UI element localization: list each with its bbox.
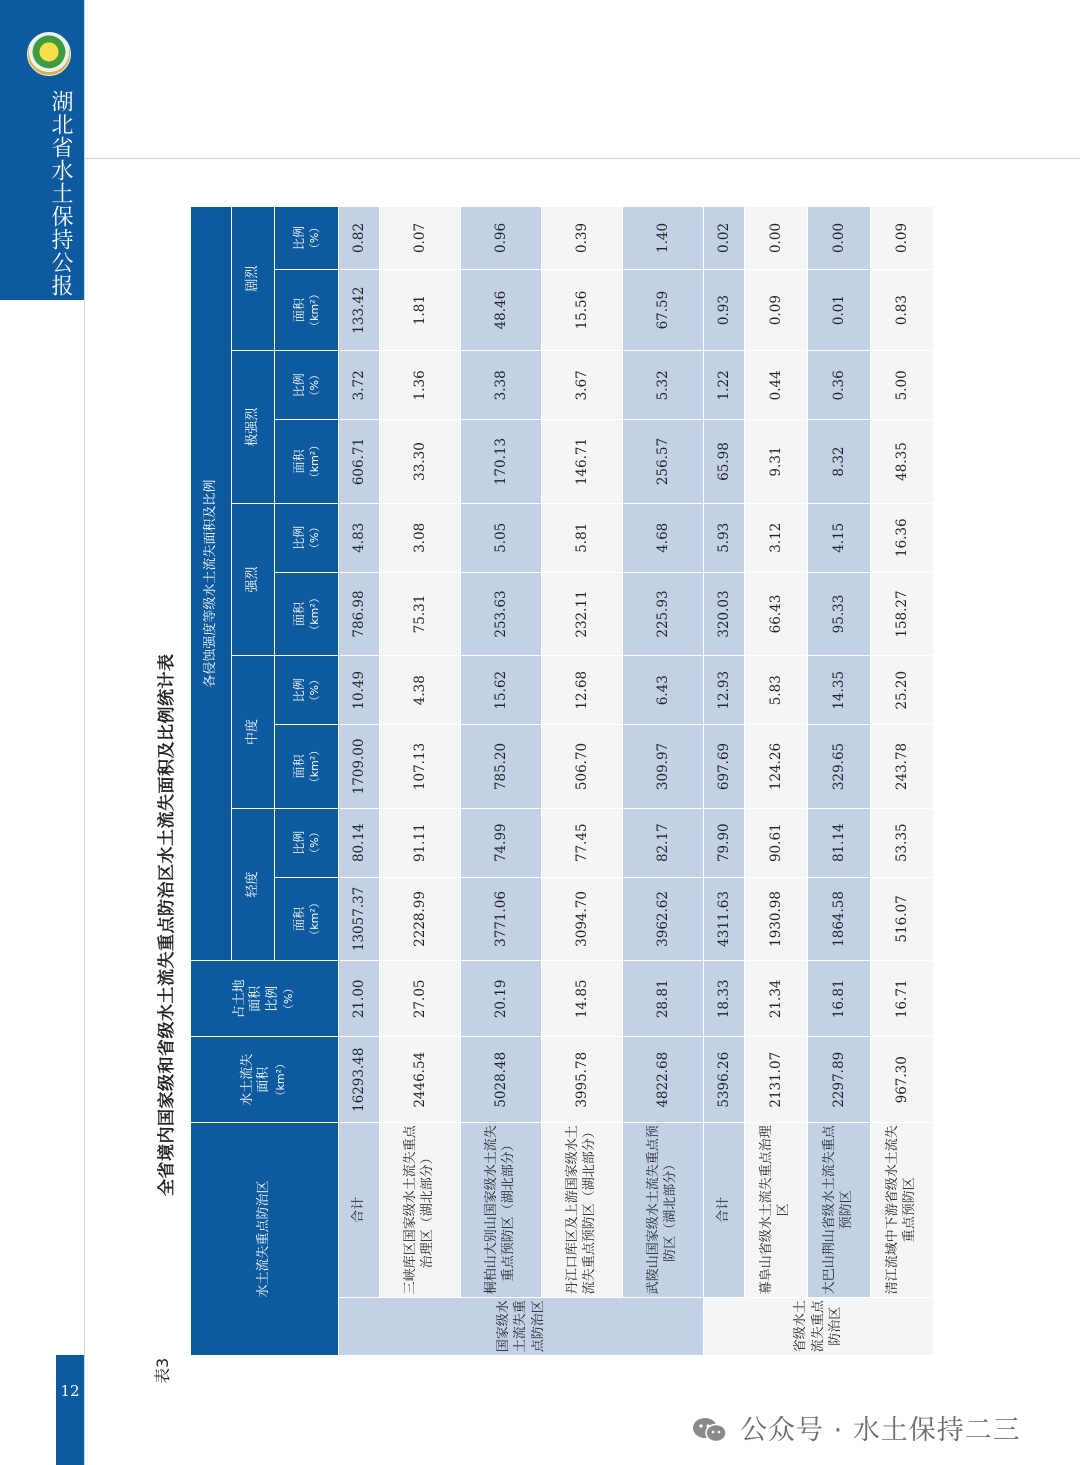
value-cell: 5.05 xyxy=(461,503,542,572)
value-cell: 146.71 xyxy=(542,420,623,504)
value-cell: 95.33 xyxy=(808,572,871,656)
zone-name: 合计 xyxy=(339,1123,380,1297)
value-cell: 0.93 xyxy=(704,269,745,350)
value-cell: 107.13 xyxy=(380,725,461,809)
value-cell: 785.20 xyxy=(461,725,542,809)
value-cell: 0.36 xyxy=(808,351,871,420)
value-cell: 48.46 xyxy=(461,269,542,350)
value-cell: 697.69 xyxy=(704,725,745,809)
value-cell: 329.65 xyxy=(808,725,871,809)
value-cell: 0.82 xyxy=(339,207,380,270)
value-cell: 15.62 xyxy=(461,656,542,725)
group-label: 国家级水土流失重点防治区 xyxy=(339,1297,704,1355)
value-cell: 6.43 xyxy=(623,656,704,725)
value-cell: 13057.37 xyxy=(339,877,380,961)
header-loss-area: 水土流失 面积 （km²） xyxy=(191,1037,339,1123)
table-row xyxy=(745,207,808,1356)
subheader-area: 面积 （km²） xyxy=(275,877,339,961)
value-cell: 12.93 xyxy=(704,656,745,725)
value-cell: 1.81 xyxy=(380,269,461,350)
report-title-vertical: 湖北省水土保持公报 xyxy=(48,90,73,297)
value-cell: 81.14 xyxy=(808,808,871,877)
value-cell: 0.44 xyxy=(745,351,808,420)
value-cell: 2446.54 xyxy=(380,1037,461,1123)
value-cell: 320.03 xyxy=(704,572,745,656)
zone-name: 合计 xyxy=(704,1123,745,1297)
value-cell: 10.49 xyxy=(339,656,380,725)
value-cell: 4.68 xyxy=(623,503,704,572)
value-cell: 0.07 xyxy=(380,207,461,270)
value-cell: 170.13 xyxy=(461,420,542,504)
value-cell: 18.33 xyxy=(704,961,745,1037)
value-cell: 5.32 xyxy=(623,351,704,420)
table-row xyxy=(461,207,542,1356)
value-cell: 75.31 xyxy=(380,572,461,656)
header-zone: 水土流失重点防治区 xyxy=(191,1123,339,1356)
subheader-pct: 比例 （%） xyxy=(275,503,339,572)
value-cell: 66.43 xyxy=(745,572,808,656)
value-cell: 5.83 xyxy=(745,656,808,725)
header-level-strong: 强烈 xyxy=(232,503,275,655)
value-cell: 0.00 xyxy=(745,207,808,270)
value-cell: 16.81 xyxy=(808,961,871,1037)
value-cell: 90.61 xyxy=(745,808,808,877)
subheader-pct: 比例 （%） xyxy=(275,808,339,877)
value-cell: 606.71 xyxy=(339,420,380,504)
value-cell: 5.81 xyxy=(542,503,623,572)
value-cell: 21.00 xyxy=(339,961,380,1037)
value-cell: 9.31 xyxy=(745,420,808,504)
value-cell: 67.59 xyxy=(623,269,704,350)
value-cell: 0.02 xyxy=(704,207,745,270)
table-row xyxy=(808,207,871,1356)
table-row xyxy=(542,207,623,1356)
value-cell: 0.09 xyxy=(745,269,808,350)
value-cell: 253.63 xyxy=(461,572,542,656)
value-cell: 5396.26 xyxy=(704,1037,745,1123)
value-cell: 1930.98 xyxy=(745,877,808,961)
value-cell: 3.67 xyxy=(542,351,623,420)
value-cell: 3.12 xyxy=(745,503,808,572)
value-cell: 16293.48 xyxy=(339,1037,380,1123)
value-cell: 1.36 xyxy=(380,351,461,420)
value-cell: 15.56 xyxy=(542,269,623,350)
value-cell: 48.35 xyxy=(871,420,934,504)
value-cell: 4311.63 xyxy=(704,877,745,961)
table-row xyxy=(380,207,461,1356)
value-cell: 28.81 xyxy=(623,961,704,1037)
value-cell: 4.15 xyxy=(808,503,871,572)
value-cell: 2297.89 xyxy=(808,1037,871,1123)
value-cell: 20.19 xyxy=(461,961,542,1037)
value-cell: 91.11 xyxy=(380,808,461,877)
value-cell: 21.34 xyxy=(745,961,808,1037)
value-cell: 0.01 xyxy=(808,269,871,350)
value-cell: 65.98 xyxy=(704,420,745,504)
value-cell: 506.70 xyxy=(542,725,623,809)
subheader-pct: 比例 （%） xyxy=(275,207,339,270)
header-level-light: 轻度 xyxy=(232,808,275,960)
wechat-icon xyxy=(692,1416,728,1444)
value-cell: 79.90 xyxy=(704,808,745,877)
value-cell: 5.93 xyxy=(704,503,745,572)
subheader-area: 面积 （km²） xyxy=(275,572,339,656)
value-cell: 16.71 xyxy=(871,961,934,1037)
emblem-logo xyxy=(27,32,71,76)
statistics-table xyxy=(190,206,934,1356)
page-number: 12 xyxy=(60,1382,80,1400)
value-cell: 256.57 xyxy=(623,420,704,504)
value-cell: 5028.48 xyxy=(461,1037,542,1123)
value-cell: 53.35 xyxy=(871,808,934,877)
value-cell: 1.40 xyxy=(623,207,704,270)
value-cell: 16.36 xyxy=(871,503,934,572)
header-ratio: 占土地 面积 比例 （%） xyxy=(191,961,339,1037)
table-row xyxy=(871,207,934,1356)
page-number-tab xyxy=(56,1355,84,1465)
value-cell: 4.38 xyxy=(380,656,461,725)
value-cell: 12.68 xyxy=(542,656,623,725)
value-cell: 0.39 xyxy=(542,207,623,270)
value-cell: 232.11 xyxy=(542,572,623,656)
value-cell: 309.97 xyxy=(623,725,704,809)
table-row xyxy=(339,207,380,1356)
zone-name: 三峡库区国家级水土流失重点治理区（湖北部分） xyxy=(380,1123,461,1297)
value-cell: 124.26 xyxy=(745,725,808,809)
value-cell: 967.30 xyxy=(871,1037,934,1123)
value-cell: 1864.58 xyxy=(808,877,871,961)
header-divider xyxy=(84,158,1080,159)
value-cell: 33.30 xyxy=(380,420,461,504)
value-cell: 1.22 xyxy=(704,351,745,420)
value-cell: 3995.78 xyxy=(542,1037,623,1123)
value-cell: 2228.99 xyxy=(380,877,461,961)
subheader-area: 面积 （km²） xyxy=(275,420,339,504)
value-cell: 0.00 xyxy=(808,207,871,270)
value-cell: 5.00 xyxy=(871,351,934,420)
value-cell: 516.07 xyxy=(871,877,934,961)
zone-name: 桐柏山大别山国家级水土流失重点预防区（湖北部分） xyxy=(461,1123,542,1297)
zone-name: 清江流域中下游省级水土流失重点预防区 xyxy=(871,1123,934,1297)
value-cell: 133.42 xyxy=(339,269,380,350)
rotated-table-container xyxy=(157,206,932,1356)
value-cell: 786.98 xyxy=(339,572,380,656)
sidebar-divider xyxy=(84,0,85,1465)
subheader-area: 面积 （km²） xyxy=(275,725,339,809)
subheader-area: 面积 （km²） xyxy=(275,269,339,350)
zone-name: 丹江口库区及上游国家级水土流失重点预防区（湖北部分） xyxy=(542,1123,623,1297)
value-cell: 14.35 xyxy=(808,656,871,725)
table-title: 全省境内国家级和省级水土流失重点防治区水土流失面积及比例统计表 xyxy=(157,653,177,1196)
value-cell: 4822.68 xyxy=(623,1037,704,1123)
subheader-pct: 比例 （%） xyxy=(275,351,339,420)
value-cell: 0.09 xyxy=(871,207,934,270)
value-cell: 0.96 xyxy=(461,207,542,270)
zone-name: 武陵山国家级水土流失重点预防区（湖北部分） xyxy=(623,1123,704,1297)
header-level-severe: 剧烈 xyxy=(232,207,275,351)
table-row xyxy=(623,207,704,1356)
table-row xyxy=(704,207,745,1356)
value-cell: 1709.00 xyxy=(339,725,380,809)
value-cell: 3094.70 xyxy=(542,877,623,961)
value-cell: 27.05 xyxy=(380,961,461,1037)
value-cell: 3.72 xyxy=(339,351,380,420)
value-cell: 4.83 xyxy=(339,503,380,572)
value-cell: 25.20 xyxy=(871,656,934,725)
value-cell: 158.27 xyxy=(871,572,934,656)
value-cell: 8.32 xyxy=(808,420,871,504)
header-level-moderate: 中度 xyxy=(232,656,275,808)
value-cell: 225.93 xyxy=(623,572,704,656)
group-label: 省级水土流失重点防治区 xyxy=(704,1297,934,1355)
value-cell: 0.83 xyxy=(871,269,934,350)
value-cell: 3962.62 xyxy=(623,877,704,961)
header-level-very-strong: 极强烈 xyxy=(232,351,275,503)
table-label: 表3 xyxy=(153,1357,172,1384)
zone-name: 大巴山荆山省级水土流失重点预防区 xyxy=(808,1123,871,1297)
value-cell: 3.08 xyxy=(380,503,461,572)
value-cell: 3771.06 xyxy=(461,877,542,961)
value-cell: 243.78 xyxy=(871,725,934,809)
subheader-pct: 比例 （%） xyxy=(275,656,339,725)
zone-name: 幕阜山省级水土流失重点治理区 xyxy=(745,1123,808,1297)
value-cell: 2131.07 xyxy=(745,1037,808,1123)
value-cell: 74.99 xyxy=(461,808,542,877)
value-cell: 82.17 xyxy=(623,808,704,877)
watermark-text: 公众号 · 水土保持二三 xyxy=(740,1415,1021,1446)
header-erosion-group: 各侵蚀强度等级水土流失面积及比例 xyxy=(191,207,232,961)
value-cell: 80.14 xyxy=(339,808,380,877)
value-cell: 14.85 xyxy=(542,961,623,1037)
value-cell: 3.38 xyxy=(461,351,542,420)
value-cell: 77.45 xyxy=(542,808,623,877)
